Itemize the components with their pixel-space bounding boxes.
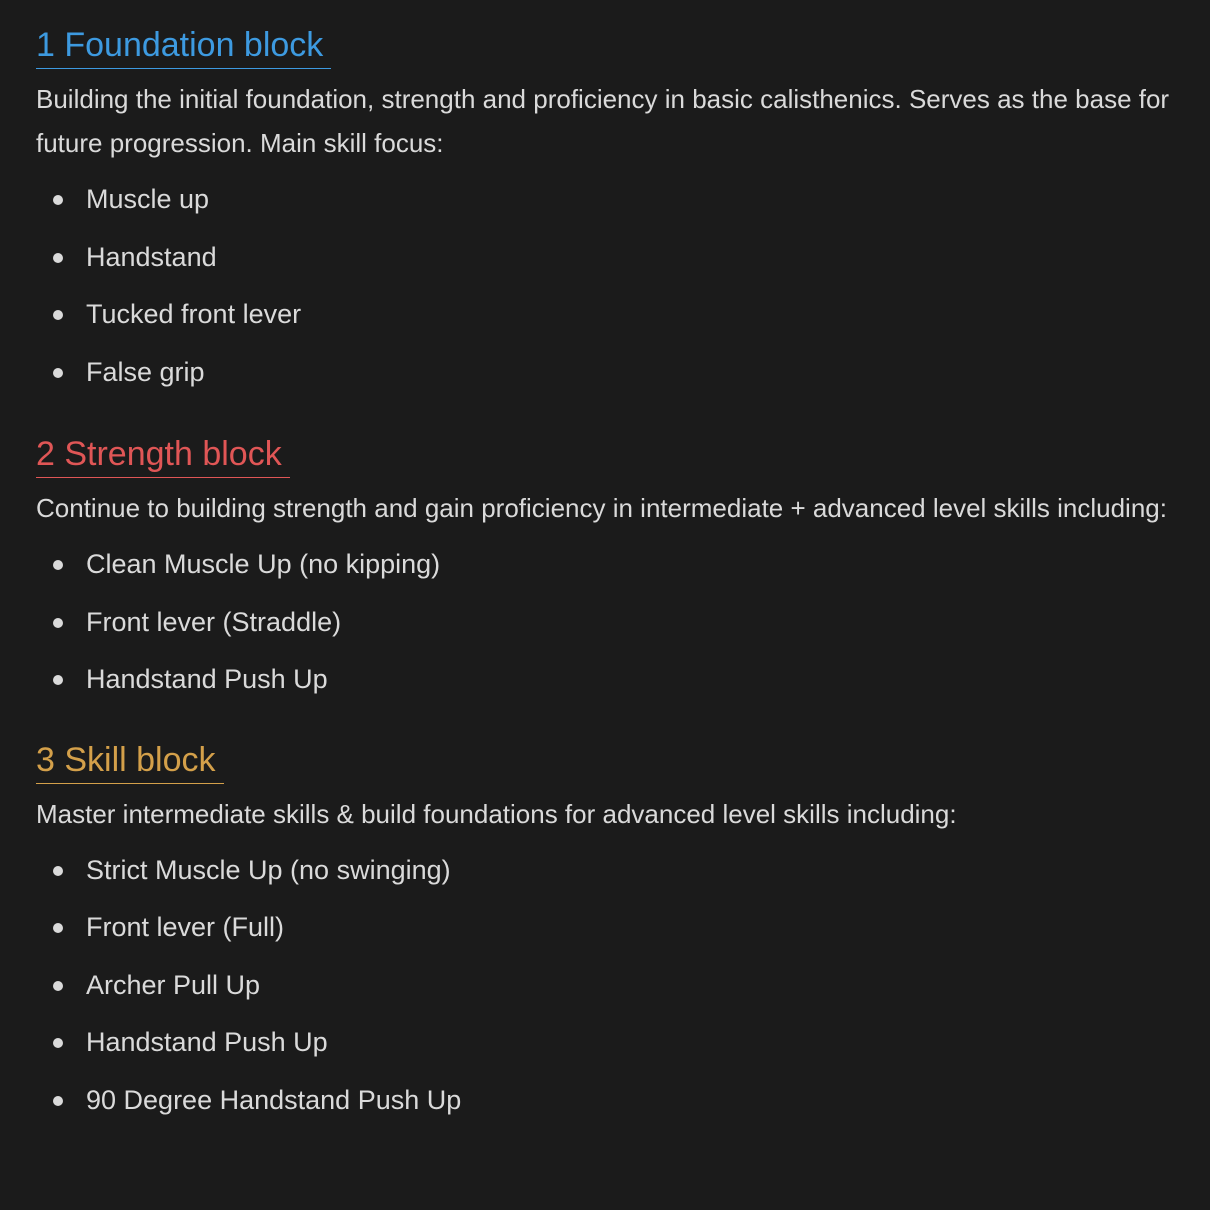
section-description: Continue to building strength and gain proficiency in intermediate + advanced level skills including: (36, 493, 1167, 523)
list-item-label: Front lever (Straddle) (86, 606, 342, 637)
skill-list (36, 536, 1190, 709)
bullet-icon (53, 1038, 63, 1048)
list-item (36, 594, 1190, 652)
section-heading[interactable]: 2 Strength block (36, 431, 290, 478)
bullet-icon (53, 368, 63, 378)
list-item-label: Handstand Push Up (86, 664, 328, 694)
section-description: Building the initial foundation, strength and proficiency in basic calisthenics. Serves as the base for future progression. Main skill focus: (36, 84, 1170, 158)
section-heading[interactable]: 1 Foundation block (36, 22, 331, 69)
list-item (36, 1072, 1190, 1130)
list-item-label: Front lever (Full) (86, 912, 285, 942)
skill-list (36, 171, 1190, 401)
list-item-label: False grip (86, 356, 205, 387)
bullet-icon (53, 675, 63, 685)
section-description: Master intermediate skills & build foundations for advanced level skills including: (36, 798, 957, 829)
bullet-icon (53, 310, 63, 320)
list-item (36, 536, 1190, 594)
list-item-label: Muscle up (86, 184, 210, 214)
list-item-label: Tucked front lever (86, 299, 302, 329)
list-item-label: Clean Muscle Up (no kipping) (86, 549, 441, 579)
bullet-icon (53, 195, 63, 205)
section-skill-block (36, 737, 1190, 1130)
bullet-icon (53, 560, 63, 570)
list-item (36, 899, 1190, 957)
list-item (36, 286, 1190, 344)
list-item (36, 651, 1190, 709)
list-item-label: 90 Degree Handstand Push Up (86, 1084, 462, 1115)
list-item-label: Handstand (86, 241, 217, 272)
bullet-icon (53, 923, 63, 933)
list-item (36, 842, 1190, 900)
section-heading[interactable]: 3 Skill block (36, 737, 224, 784)
list-item-label: Handstand Push Up (86, 1027, 328, 1057)
list-item (36, 229, 1190, 287)
list-item (36, 171, 1190, 229)
section-foundation-block (36, 22, 1190, 401)
section-strength-block (36, 431, 1190, 709)
list-item-label: Archer Pull Up (86, 969, 261, 1000)
skill-list (36, 842, 1190, 1130)
bullet-icon (53, 618, 63, 628)
list-item (36, 1014, 1190, 1072)
list-item-label: Strict Muscle Up (no swinging) (86, 854, 451, 885)
bullet-icon (53, 253, 63, 263)
bullet-icon (53, 866, 63, 876)
bullet-icon (53, 1096, 63, 1106)
bullet-icon (53, 981, 63, 991)
list-item (36, 344, 1190, 402)
list-item (36, 957, 1190, 1015)
